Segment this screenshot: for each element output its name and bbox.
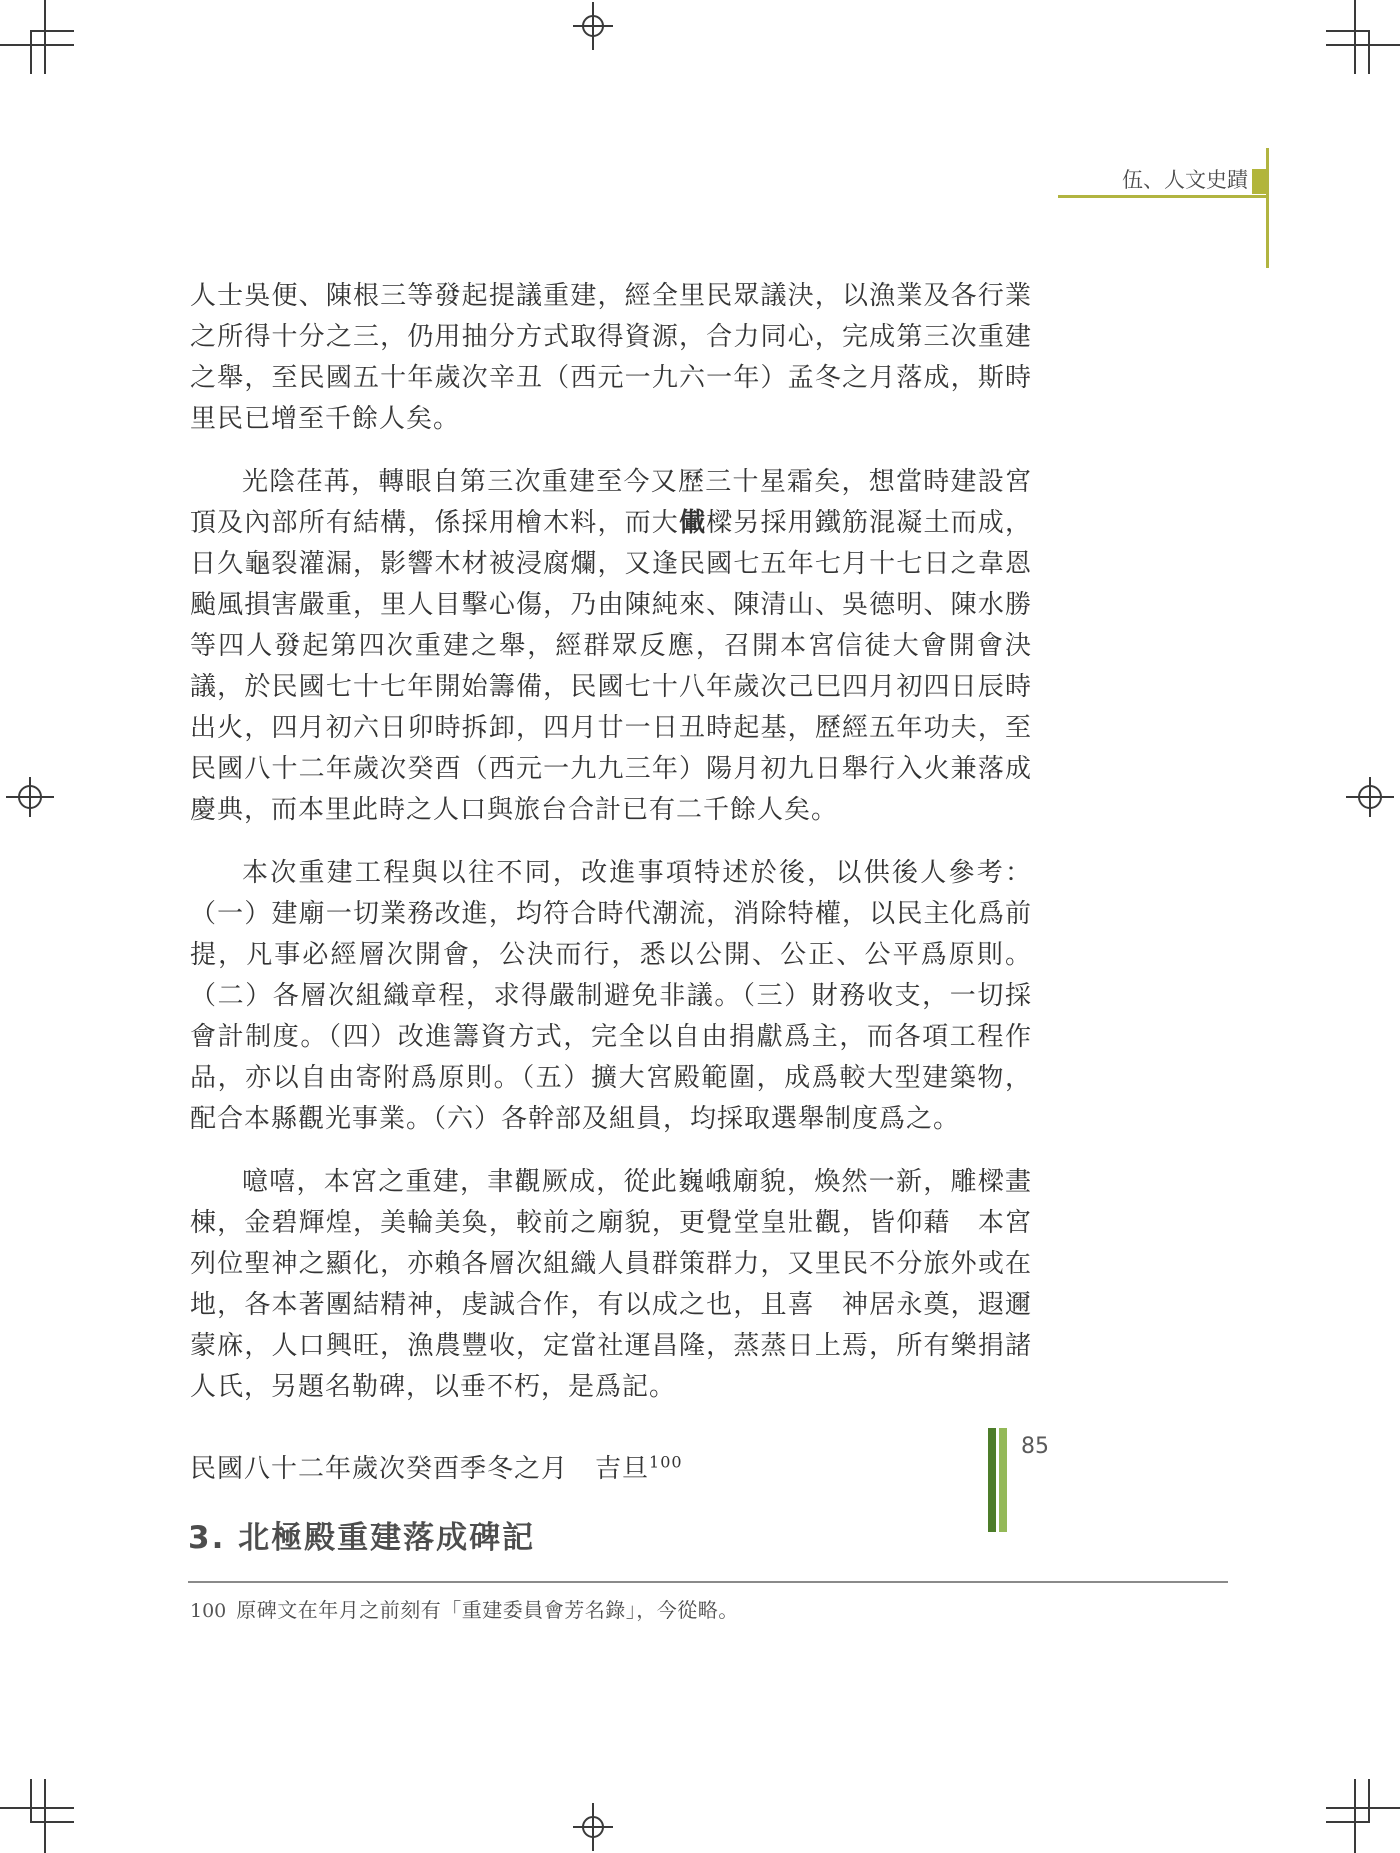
page-number-bar-dark [988, 1428, 996, 1532]
footnote-text: 原碑文在年月之前刻有「重建委員會芳名錄」，今從略。 [236, 1598, 739, 1622]
paragraph-2-pre: 光陰荏苒，轉眼自第三次重建至今又歷三十星霜矣，想當時建設宮頂及內部所有結構，係採用檜木料，而大 [190, 467, 1032, 538]
registration-target-right [1346, 773, 1394, 821]
paragraph-3: 本次重建工程與以往不同，改進事項特述於後，以供後人參考：（一）建廟一切業務改進，均符合時代潮流，消除特權，以民主化爲前提，凡事必經層次開會，公決而行，悉以公開、公正、公平爲原則。（二）各層次組織章程，求得嚴制避免非議。（三）財務收支，一切採會計制度。（四）改進籌資方式，完全以自由捐獻爲主，而各項工程作品，亦以自由寄附爲原則。（五）擴大宮殿範圍，成爲較大型建築物，配合本縣觀光事業。（六）各幹部及組員，均採取選舉制度爲之。 [190, 858, 1032, 1134]
date-text: 民國八十二年歲次癸酉季冬之月 吉旦 [190, 1454, 650, 1484]
date-line [190, 1448, 1032, 1485]
header-accent-vline [1266, 148, 1269, 268]
footnote-rule [188, 1581, 1228, 1583]
registration-target-left [6, 773, 54, 821]
header-accent-hline [1058, 195, 1266, 198]
registration-target-top [569, 2, 617, 50]
paragraph-2 [190, 462, 1032, 831]
paragraph-4: 噫嘻，本宮之重建，聿觀厥成，從此巍峨廟貌，煥然一新，雕樑畫棟，金碧輝煌，美輪美奐，較前之廟貌，更覺堂皇壯觀，皆仰藉 本宮列位聖神之顯化，亦賴各層次組織人員群策群力，又里民不分旅外或在地，各本著團結精神，虔誠合作，有以成之也，且喜 神居永奠，遐邇蒙庥，人口興旺，漁農豐收，定當社運昌隆，蒸蒸日上焉，所有樂捐諸人氏，另題名勒碑，以垂不朽，是爲記。 [190, 1167, 1032, 1402]
body-text [190, 276, 1032, 1430]
section-heading: 3. 北極殿重建落成碑記 [188, 1520, 536, 1556]
footnote [190, 1594, 1190, 1623]
paragraph-1: 人士吳便、陳根三等發起提議重建，經全里民眾議決，以漁業及各行業之所得十分之三，仍用抽分方式取得資源，合力同心，完成第三次重建之舉，至民國五十年歲次辛丑（西元一九六一年）孟冬之月落成，斯時里民已增至千餘人矣。 [190, 281, 1032, 434]
page-number-bar-light [999, 1428, 1007, 1532]
footnote-number: 100 [190, 1600, 227, 1622]
registration-target-bottom [569, 1803, 617, 1851]
footnote-reference: 100 [649, 1452, 683, 1472]
header-accent-square [1252, 169, 1266, 194]
page-number: 85 [1021, 1434, 1049, 1459]
paragraph-2-bold-char: 儎 [678, 508, 707, 538]
paragraph-2-post: 樑另採用鐵筋混凝土而成，日久龜裂灌漏，影響木材被浸腐爛，又逢民國七五年七月十七日之韋恩颱風損害嚴重，里人目擊心傷，乃由陳純來、陳清山、吳德明、陳水勝等四人發起第四次重建之舉，經群眾反應，召開本宮信徒大會開會決議，於民國七十七年開始籌備，民國七十八年歲次己巳四月初四日辰時出火，四月初六日卯時拆卸，四月廿一日丑時起基，歷經五年功夫，至民國八十二年歲次癸酉（西元一九九三年）陽月初九日舉行入火兼落成慶典，而本里此時之人口與旅台合計已有二千餘人矣。 [190, 508, 1032, 825]
running-header-title: 伍、人文史蹟 [1122, 168, 1248, 192]
